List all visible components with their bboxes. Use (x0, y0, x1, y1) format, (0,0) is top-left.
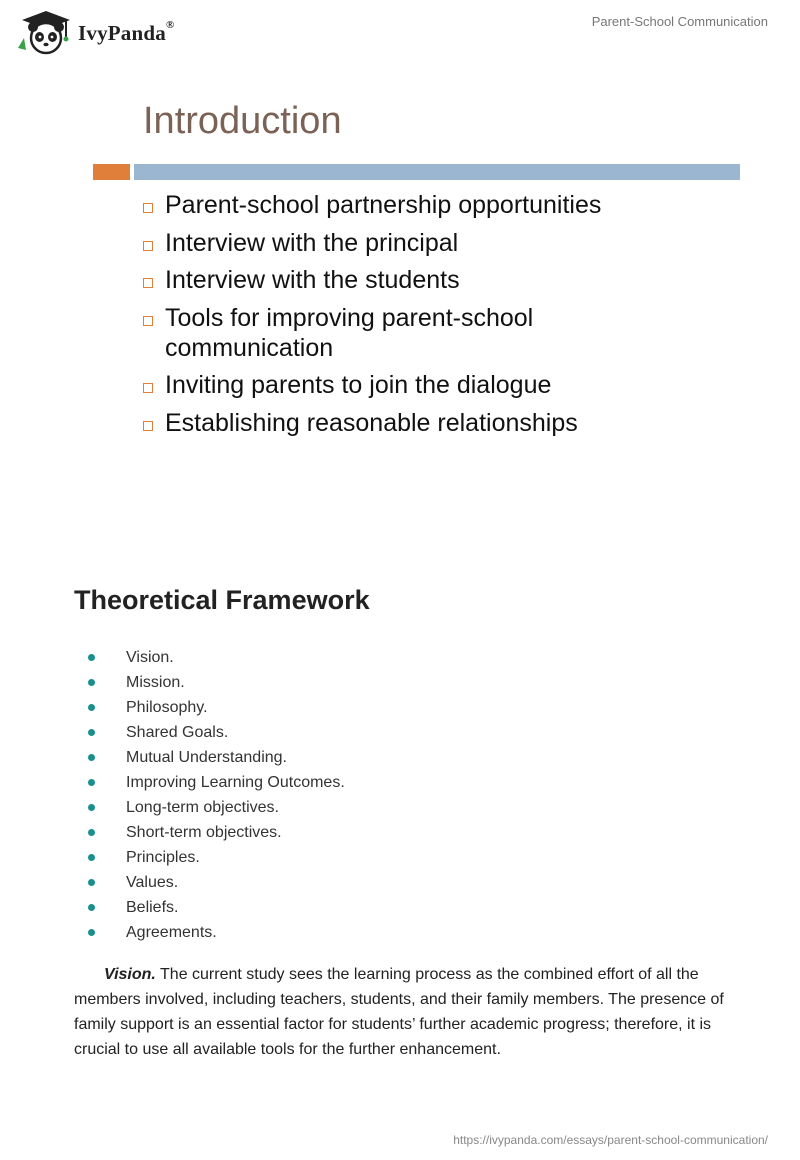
panda-graduate-icon (16, 8, 72, 58)
list-item: Beliefs. (86, 895, 345, 920)
vision-paragraph (74, 962, 734, 1062)
bullet-dot-icon (88, 779, 95, 786)
slide-list-item: Interview with the principal (143, 228, 643, 258)
slide-list-item: Establishing reasonable relationships (143, 408, 643, 438)
slide-list-item: Tools for improving parent-school communication (143, 303, 643, 363)
paragraph-lead: Vision. (104, 966, 156, 983)
slide-accent-bar-orange (93, 164, 130, 180)
footer-source-link[interactable]: https://ivypanda.com/essays/parent-school-communication/ (453, 1133, 768, 1147)
slide-list-item: Interview with the students (143, 265, 643, 295)
list-item: Improving Learning Outcomes. (86, 770, 345, 795)
bullet-dot-icon (88, 829, 95, 836)
bullet-dot-icon (88, 729, 95, 736)
bullet-dot-icon (88, 754, 95, 761)
list-item: Vision. (86, 645, 345, 670)
bullet-dot-icon (88, 704, 95, 711)
square-bullet-icon (143, 241, 153, 251)
slide-list-item: Parent-school partnership opportunities (143, 190, 643, 220)
logo-wordmark: IvyPanda® (78, 18, 175, 45)
bullet-dot-icon (88, 804, 95, 811)
bullet-dot-icon (88, 654, 95, 661)
section-heading: Theoretical Framework (74, 585, 370, 615)
bullet-dot-icon (88, 854, 95, 861)
list-item: Short-term objectives. (86, 820, 345, 845)
paragraph-body: The current study sees the learning process as the combined effort of all the members involved, including teachers, students, and their family members. The presence of family support is an essential factor for students’ further academic progress; therefore, it is crucial to use all available tools for the further enhancement. (74, 966, 724, 1058)
slide-bullet-list (143, 190, 643, 445)
list-item: Shared Goals. (86, 720, 345, 745)
ivypanda-logo[interactable] (16, 8, 174, 58)
square-bullet-icon (143, 203, 153, 213)
square-bullet-icon (143, 316, 153, 326)
list-item: Mutual Understanding. (86, 745, 345, 770)
bullet-dot-icon (88, 879, 95, 886)
list-item: Mission. (86, 670, 345, 695)
slide-accent-bar-blue (134, 164, 740, 180)
list-item: Long-term objectives. (86, 795, 345, 820)
slide-title: Introduction (143, 100, 342, 142)
square-bullet-icon (143, 421, 153, 431)
list-item: Principles. (86, 845, 345, 870)
bullet-dot-icon (88, 904, 95, 911)
square-bullet-icon (143, 383, 153, 393)
framework-bullet-list (86, 645, 345, 945)
document-header-title: Parent-School Communication (591, 14, 768, 29)
list-item: Philosophy. (86, 695, 345, 720)
slide-list-item: Inviting parents to join the dialogue (143, 370, 643, 400)
list-item: Agreements. (86, 920, 345, 945)
list-item: Values. (86, 870, 345, 895)
bullet-dot-icon (88, 929, 95, 936)
bullet-dot-icon (88, 679, 95, 686)
square-bullet-icon (143, 278, 153, 288)
